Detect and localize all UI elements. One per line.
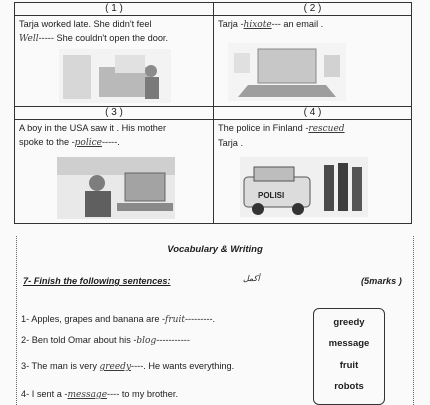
worksheet-page [14,0,414,405]
police-sign-text: POLISI [258,191,285,200]
sentence-4: 4- I sent a -message---- to my brother. [21,389,178,400]
sentence-2: 2- Ben told Omar about his -blog----------- [21,335,190,346]
handwritten-answer: message [67,390,108,400]
handwritten-answer: rescued [308,124,345,134]
cell-1 [15,3,214,107]
woman-at-door-picture [59,49,171,103]
word-box-item: fruit [339,360,359,371]
word-box-item: message [328,338,370,349]
arabic-note: أكمل [243,274,260,283]
word-box [313,308,385,405]
cell-number: ( 4 ) [214,107,411,120]
handwritten-answer: greedy [99,362,132,372]
cell-number: ( 3 ) [15,107,213,120]
boy-at-computer-picture [57,157,175,219]
handwritten-answer: Well [19,34,39,44]
section-title: Vocabulary & Writing [167,244,263,255]
handwritten-answer: hixote [243,20,272,30]
sentence-1: 1- Apples, grapes and banana are -fruit---------. [21,314,216,325]
cell-2 [214,3,411,107]
picture-grid [14,2,412,224]
cell-text: A boy in the USA saw it . His mother spoke to the -police-----. [19,123,167,148]
cell-number: ( 1 ) [15,3,213,16]
word-box-item: robots [334,381,364,392]
laptop-email-picture [228,43,346,101]
cell-text: Tarja -hixote--- an email . [218,19,324,30]
police-car-picture [240,157,368,217]
cell-text: Tarja worked late. She didn't feel Well----- She couldn't open the door. [19,19,169,44]
vocabulary-section [16,236,414,405]
handwritten-answer: fruit [165,315,185,325]
marks-label: (5marks ) [361,276,402,286]
sentence-3: 3- The man is very greedy----. He wants everything. [21,361,235,372]
cell-text: The police in Finland -rescued Tarja . [218,123,345,148]
handwritten-answer: police [74,138,102,148]
cell-3 [15,107,214,223]
word-box-item: greedy [333,317,365,328]
task-title: 7- Finish the following sentences: [23,276,171,286]
cell-4 [214,107,411,223]
handwritten-answer: blog [136,336,157,346]
cell-number: ( 2 ) [214,3,411,16]
